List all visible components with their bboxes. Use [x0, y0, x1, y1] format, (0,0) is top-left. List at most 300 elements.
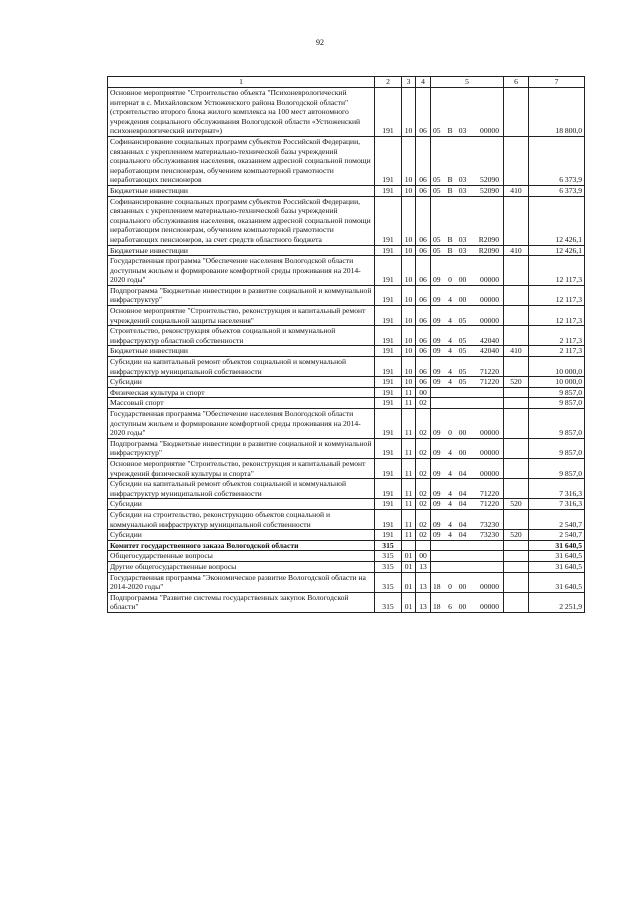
- sum-cell: 9 857,0: [529, 458, 585, 478]
- vr-cell: [504, 551, 529, 562]
- rz-cell: 11: [402, 438, 416, 458]
- rz-cell: 10: [402, 357, 416, 377]
- table-row: [108, 509, 585, 529]
- pr-cell: 06: [416, 136, 431, 185]
- row-name-cell: Бюджетные инвестиции: [108, 346, 375, 357]
- csr-part: 00: [458, 275, 467, 285]
- csr-part: 00: [458, 602, 467, 612]
- rz-cell: 11: [402, 499, 416, 510]
- ved-cell: 191: [375, 509, 402, 529]
- row-name-cell: Бюджетные инвестиции: [108, 245, 375, 256]
- table-row: [108, 88, 585, 137]
- csr-part: 00000: [480, 448, 499, 458]
- pr-cell: 06: [416, 245, 431, 256]
- vr-cell: [504, 458, 529, 478]
- row-name-cell: Субсидии: [108, 530, 375, 541]
- table-row: [108, 285, 585, 305]
- sum-cell: 12 117,3: [529, 285, 585, 305]
- table-row: [108, 572, 585, 592]
- rz-cell: 10: [402, 326, 416, 346]
- rz-cell: 01: [402, 551, 416, 562]
- table-row: [108, 551, 585, 562]
- table-row: [108, 387, 585, 398]
- csr-cell: [431, 185, 504, 196]
- ved-cell: 191: [375, 387, 402, 398]
- csr-part: 71220: [480, 499, 499, 509]
- csr-cell: [431, 551, 504, 562]
- vr-cell: [504, 387, 529, 398]
- csr-part: 05: [433, 234, 441, 244]
- rz-cell: 10: [402, 306, 416, 326]
- sum-cell: 18 800,0: [529, 88, 585, 137]
- rz-cell: 10: [402, 377, 416, 388]
- ved-cell: 191: [375, 185, 402, 196]
- vr-cell: [504, 88, 529, 137]
- csr-part: 00000: [480, 602, 499, 612]
- rz-cell: 01: [402, 592, 416, 612]
- csr-part: 00: [458, 448, 467, 458]
- ved-cell: 191: [375, 136, 402, 185]
- csr-part: 09: [433, 488, 441, 498]
- ved-cell: 191: [375, 357, 402, 377]
- pr-cell: 02: [416, 479, 431, 499]
- row-name-cell: Бюджетные инвестиции: [108, 185, 375, 196]
- csr-part: 4: [448, 377, 452, 387]
- csr-part: 4: [448, 530, 452, 540]
- table-row: [108, 561, 585, 572]
- csr-part: 00: [458, 428, 467, 438]
- pr-cell: 00: [416, 387, 431, 398]
- csr-part: 4: [448, 346, 452, 356]
- row-name-cell: Основное мероприятие "Строительство, реконструкция и капитальный ремонт учреждений физической культуры и спорта": [108, 458, 375, 478]
- csr-part: 4: [448, 366, 452, 376]
- row-name-cell: Комитет государственного заказа Вологодской области: [108, 540, 375, 551]
- budget-table: [107, 76, 585, 613]
- row-name-cell: Субсидии: [108, 377, 375, 388]
- csr-cell: [431, 88, 504, 137]
- pr-cell: 00: [416, 551, 431, 562]
- vr-cell: [504, 196, 529, 245]
- pr-cell: 06: [416, 357, 431, 377]
- row-name-cell: Государственная программа "Обеспечение населения Вологодской области доступным жильем и формирование комфортной среды проживания на 2014-2020 годы": [108, 256, 375, 286]
- vr-cell: [504, 438, 529, 458]
- budget-table-body: [108, 77, 585, 613]
- csr-part: 73230: [480, 519, 499, 529]
- pr-cell: 06: [416, 196, 431, 245]
- csr-part: 05: [458, 377, 467, 387]
- rz-cell: 10: [402, 346, 416, 357]
- csr-part: 52090: [480, 185, 499, 195]
- csr-cell: [431, 357, 504, 377]
- csr-part: 00: [458, 582, 467, 592]
- header-cell: 3: [402, 77, 416, 88]
- row-name-cell: Субсидии на строительство, реконструкцию объектов социальной и коммунальной инфраструктур муниципальной собственности: [108, 509, 375, 529]
- ved-cell: 315: [375, 572, 402, 592]
- vr-cell: [504, 409, 529, 439]
- table-row: [108, 499, 585, 510]
- csr-part: 09: [433, 275, 441, 285]
- csr-cell: [431, 540, 504, 551]
- csr-cell: [431, 285, 504, 305]
- header-cell: 2: [375, 77, 402, 88]
- table-row: [108, 136, 585, 185]
- csr-cell: [431, 509, 504, 529]
- table-row: [108, 245, 585, 256]
- csr-cell: [431, 479, 504, 499]
- rz-cell: 01: [402, 572, 416, 592]
- sum-cell: 9 857,0: [529, 438, 585, 458]
- table-row: [108, 377, 585, 388]
- csr-part: 03: [458, 185, 467, 195]
- csr-part: 05: [433, 245, 441, 255]
- csr-part: 4: [448, 295, 452, 305]
- csr-part: 04: [458, 488, 467, 498]
- sum-cell: 31 640,5: [529, 572, 585, 592]
- csr-cell: [431, 561, 504, 572]
- csr-cell: [431, 398, 504, 409]
- ved-cell: 315: [375, 592, 402, 612]
- rz-cell: 01: [402, 561, 416, 572]
- row-name-cell: Физическая культура и спорт: [108, 387, 375, 398]
- pr-cell: 06: [416, 256, 431, 286]
- pr-cell: 06: [416, 306, 431, 326]
- csr-part: 42040: [480, 346, 499, 356]
- table-header-row: [108, 77, 585, 88]
- vr-cell: [504, 326, 529, 346]
- csr-part: 4: [448, 468, 452, 478]
- csr-cell: [431, 256, 504, 286]
- csr-cell: [431, 306, 504, 326]
- ved-cell: 315: [375, 551, 402, 562]
- csr-part: 09: [433, 468, 441, 478]
- vr-cell: [504, 357, 529, 377]
- sum-cell: 9 857,0: [529, 409, 585, 439]
- csr-part: 09: [433, 346, 441, 356]
- row-name-cell: Софинансирование социальных программ субъектов Российской Федерации, связанных с укреплением материально-технической базы учреждений социального обслуживания населения, оказанием адресной социальной помощи неработающим пенсионерам, обучением компьютерной грамотности неработающих пенсионеров: [108, 136, 375, 185]
- pr-cell: 02: [416, 509, 431, 529]
- sum-cell: 9 857,0: [529, 387, 585, 398]
- table-row: [108, 256, 585, 286]
- row-name-cell: Государственная программа "Обеспечение населения Вологодской области доступным жильем и формирование комфортной среды проживания на 2014-2020 годы": [108, 409, 375, 439]
- row-name-cell: Софинансирование социальных программ субъектов Российской Федерации, связанных с укреплением материально-технической базы учреждений социального обслуживания населения, оказанием адресной социальной помощи неработающим пенсионерам, обучением компьютерной грамотности неработающих пенсионеров, за счет средств областного бюджета: [108, 196, 375, 245]
- sum-cell: 2 251,9: [529, 592, 585, 612]
- sum-cell: 2 117,3: [529, 326, 585, 346]
- row-name-cell: Субсидии на капитальный ремонт объектов социальной и коммунальной инфраструктур муниципальной собственности: [108, 357, 375, 377]
- csr-part: 00: [458, 295, 467, 305]
- sum-cell: 31 640,5: [529, 540, 585, 551]
- ved-cell: 191: [375, 196, 402, 245]
- csr-part: 05: [458, 335, 467, 345]
- csr-part: 73230: [480, 530, 499, 540]
- sum-cell: 7 316,3: [529, 479, 585, 499]
- csr-part: 42040: [480, 335, 499, 345]
- rz-cell: [402, 540, 416, 551]
- csr-part: 03: [458, 175, 467, 185]
- pr-cell: 06: [416, 185, 431, 196]
- row-name-cell: Основное мероприятие "Строительство объекта "Психоневрологический интернат в с. Михайловском Устюженского района Вологодской области" (строительство второго блока жилого комплекса на 100 мест автономного учреждения социального обслуживания Вологодской области «Устюженский психоневрологический интернат»): [108, 88, 375, 137]
- table-row: [108, 398, 585, 409]
- table-row: [108, 438, 585, 458]
- csr-part: В: [447, 185, 453, 195]
- csr-cell: [431, 438, 504, 458]
- rz-cell: 10: [402, 88, 416, 137]
- csr-part: 09: [433, 366, 441, 376]
- vr-cell: [504, 306, 529, 326]
- ved-cell: 315: [375, 561, 402, 572]
- csr-part: 4: [448, 335, 452, 345]
- table-row: [108, 540, 585, 551]
- csr-part: 04: [458, 499, 467, 509]
- csr-part: R2090: [478, 245, 499, 255]
- csr-part: 05: [433, 185, 441, 195]
- rz-cell: 11: [402, 409, 416, 439]
- row-name-cell: Подпрограмма "Бюджетные инвестиции в развитие социальной и коммунальной инфраструктур": [108, 438, 375, 458]
- sum-cell: 7 316,3: [529, 499, 585, 510]
- csr-cell: [431, 346, 504, 357]
- csr-part: 03: [458, 126, 467, 136]
- csr-part: 09: [433, 519, 441, 529]
- csr-part: 09: [433, 335, 441, 345]
- csr-part: 03: [458, 245, 467, 255]
- header-cell: 5: [431, 77, 504, 88]
- sum-cell: 10 000,0: [529, 377, 585, 388]
- ved-cell: 191: [375, 245, 402, 256]
- table-row: [108, 185, 585, 196]
- pr-cell: 02: [416, 499, 431, 510]
- csr-part: 52090: [480, 175, 499, 185]
- pr-cell: 13: [416, 561, 431, 572]
- vr-cell: 410: [504, 346, 529, 357]
- ved-cell: 191: [375, 88, 402, 137]
- csr-cell: [431, 572, 504, 592]
- csr-part: 4: [448, 519, 452, 529]
- csr-part: 09: [433, 377, 441, 387]
- vr-cell: 520: [504, 530, 529, 541]
- csr-cell: [431, 409, 504, 439]
- csr-part: 4: [448, 488, 452, 498]
- sum-cell: 12 426,1: [529, 196, 585, 245]
- pr-cell: 06: [416, 346, 431, 357]
- vr-cell: 520: [504, 377, 529, 388]
- csr-part: 4: [448, 315, 452, 325]
- sum-cell: 31 640,5: [529, 561, 585, 572]
- csr-part: 00000: [480, 126, 499, 136]
- csr-part: 0: [448, 275, 452, 285]
- ved-cell: 191: [375, 256, 402, 286]
- csr-part: В: [447, 245, 453, 255]
- row-name-cell: Подпрограмма "Бюджетные инвестиции в развитие социальной и коммунальной инфраструктур": [108, 285, 375, 305]
- ved-cell: 191: [375, 530, 402, 541]
- csr-part: 4: [448, 448, 452, 458]
- ved-cell: 191: [375, 458, 402, 478]
- csr-part: 4: [448, 499, 452, 509]
- rz-cell: 10: [402, 196, 416, 245]
- vr-cell: [504, 285, 529, 305]
- header-cell: 7: [529, 77, 585, 88]
- rz-cell: 10: [402, 136, 416, 185]
- pr-cell: [416, 540, 431, 551]
- ved-cell: 191: [375, 306, 402, 326]
- csr-part: 00000: [480, 295, 499, 305]
- vr-cell: [504, 561, 529, 572]
- csr-cell: [431, 245, 504, 256]
- csr-part: 09: [433, 448, 441, 458]
- row-name-cell: Строительство, реконструкция объектов социальной и коммунальной инфраструктур областной собственности: [108, 326, 375, 346]
- row-name-cell: Субсидии на капитальный ремонт объектов социальной и коммунальной инфраструктур муниципальной собственности: [108, 479, 375, 499]
- table-row: [108, 357, 585, 377]
- csr-part: 0: [448, 428, 452, 438]
- sum-cell: 31 640,5: [529, 551, 585, 562]
- ved-cell: 191: [375, 479, 402, 499]
- sum-cell: 12 426,1: [529, 245, 585, 256]
- ved-cell: 191: [375, 326, 402, 346]
- pr-cell: 13: [416, 572, 431, 592]
- csr-part: 05: [458, 315, 467, 325]
- csr-cell: [431, 387, 504, 398]
- sum-cell: 6 373,9: [529, 185, 585, 196]
- ved-cell: 315: [375, 540, 402, 551]
- row-name-cell: Общегосударственные вопросы: [108, 551, 375, 562]
- csr-part: 05: [433, 126, 441, 136]
- csr-cell: [431, 530, 504, 541]
- rz-cell: 11: [402, 479, 416, 499]
- csr-part: 03: [458, 234, 467, 244]
- csr-part: В: [447, 175, 453, 185]
- sum-cell: 10 000,0: [529, 357, 585, 377]
- sum-cell: 6 373,9: [529, 136, 585, 185]
- ved-cell: 191: [375, 285, 402, 305]
- rz-cell: 11: [402, 387, 416, 398]
- ved-cell: 191: [375, 346, 402, 357]
- table-row: [108, 306, 585, 326]
- csr-part: 00000: [480, 582, 499, 592]
- csr-part: В: [447, 234, 453, 244]
- csr-part: 04: [458, 468, 467, 478]
- rz-cell: 10: [402, 185, 416, 196]
- rz-cell: 11: [402, 509, 416, 529]
- ved-cell: 191: [375, 409, 402, 439]
- pr-cell: 13: [416, 592, 431, 612]
- vr-cell: [504, 540, 529, 551]
- vr-cell: [504, 479, 529, 499]
- csr-part: 71220: [480, 366, 499, 376]
- row-name-cell: Другие общегосударственные вопросы: [108, 561, 375, 572]
- rz-cell: 10: [402, 245, 416, 256]
- csr-part: 00000: [480, 315, 499, 325]
- pr-cell: 02: [416, 438, 431, 458]
- table-row: [108, 326, 585, 346]
- table-row: [108, 479, 585, 499]
- pr-cell: 02: [416, 458, 431, 478]
- csr-part: 71220: [480, 377, 499, 387]
- header-cell: 6: [504, 77, 529, 88]
- table-row: [108, 530, 585, 541]
- row-name-cell: Государственная программа "Экономическое развитие Вологодской области на 2014-2020 годы": [108, 572, 375, 592]
- row-name-cell: Массовый спорт: [108, 398, 375, 409]
- vr-cell: 410: [504, 245, 529, 256]
- csr-part: 09: [433, 428, 441, 438]
- sum-cell: 9 857,0: [529, 398, 585, 409]
- csr-part: 04: [458, 519, 467, 529]
- pr-cell: 06: [416, 285, 431, 305]
- header-cell: 4: [416, 77, 431, 88]
- pr-cell: 06: [416, 377, 431, 388]
- csr-cell: [431, 136, 504, 185]
- rz-cell: 11: [402, 398, 416, 409]
- csr-cell: [431, 326, 504, 346]
- vr-cell: [504, 398, 529, 409]
- csr-part: 05: [433, 175, 441, 185]
- sum-cell: 2 540,7: [529, 509, 585, 529]
- csr-part: В: [447, 126, 453, 136]
- csr-part: R2090: [478, 234, 499, 244]
- ved-cell: 191: [375, 398, 402, 409]
- vr-cell: 410: [504, 185, 529, 196]
- csr-part: 09: [433, 499, 441, 509]
- vr-cell: [504, 509, 529, 529]
- csr-part: 04: [458, 530, 467, 540]
- header-cell: 1: [108, 77, 375, 88]
- row-name-cell: Субсидии: [108, 499, 375, 510]
- rz-cell: 11: [402, 530, 416, 541]
- table-row: [108, 346, 585, 357]
- table-row: [108, 458, 585, 478]
- csr-cell: [431, 377, 504, 388]
- rz-cell: 10: [402, 285, 416, 305]
- table-row: [108, 196, 585, 245]
- csr-part: 18: [433, 582, 441, 592]
- row-name-cell: Подпрограмма "Развитие системы государственных закупок Вологодской области": [108, 592, 375, 612]
- csr-part: 00000: [480, 468, 499, 478]
- table-row: [108, 409, 585, 439]
- page-number: 92: [316, 38, 324, 47]
- table-row: [108, 592, 585, 612]
- pr-cell: 02: [416, 398, 431, 409]
- vr-cell: [504, 256, 529, 286]
- vr-cell: [504, 592, 529, 612]
- csr-cell: [431, 499, 504, 510]
- rz-cell: 10: [402, 256, 416, 286]
- csr-part: 0: [448, 582, 452, 592]
- csr-cell: [431, 458, 504, 478]
- pr-cell: 06: [416, 326, 431, 346]
- sum-cell: 2 117,3: [529, 346, 585, 357]
- csr-part: 6: [448, 602, 452, 612]
- csr-part: 09: [433, 295, 441, 305]
- vr-cell: [504, 136, 529, 185]
- csr-part: 71220: [480, 488, 499, 498]
- csr-part: 18: [433, 602, 441, 612]
- ved-cell: 191: [375, 499, 402, 510]
- sum-cell: 12 117,3: [529, 256, 585, 286]
- csr-part: 05: [458, 346, 467, 356]
- csr-cell: [431, 592, 504, 612]
- ved-cell: 191: [375, 438, 402, 458]
- csr-part: 09: [433, 530, 441, 540]
- csr-part: 05: [458, 366, 467, 376]
- row-name-cell: Основное мероприятие "Строительство, реконструкция и капитальный ремонт учреждений социальной защиты населения": [108, 306, 375, 326]
- vr-cell: [504, 572, 529, 592]
- csr-cell: [431, 196, 504, 245]
- pr-cell: 02: [416, 530, 431, 541]
- pr-cell: 06: [416, 88, 431, 137]
- csr-part: 09: [433, 315, 441, 325]
- rz-cell: 11: [402, 458, 416, 478]
- ved-cell: 191: [375, 377, 402, 388]
- pr-cell: 02: [416, 409, 431, 439]
- sum-cell: 12 117,3: [529, 306, 585, 326]
- csr-part: 00000: [480, 428, 499, 438]
